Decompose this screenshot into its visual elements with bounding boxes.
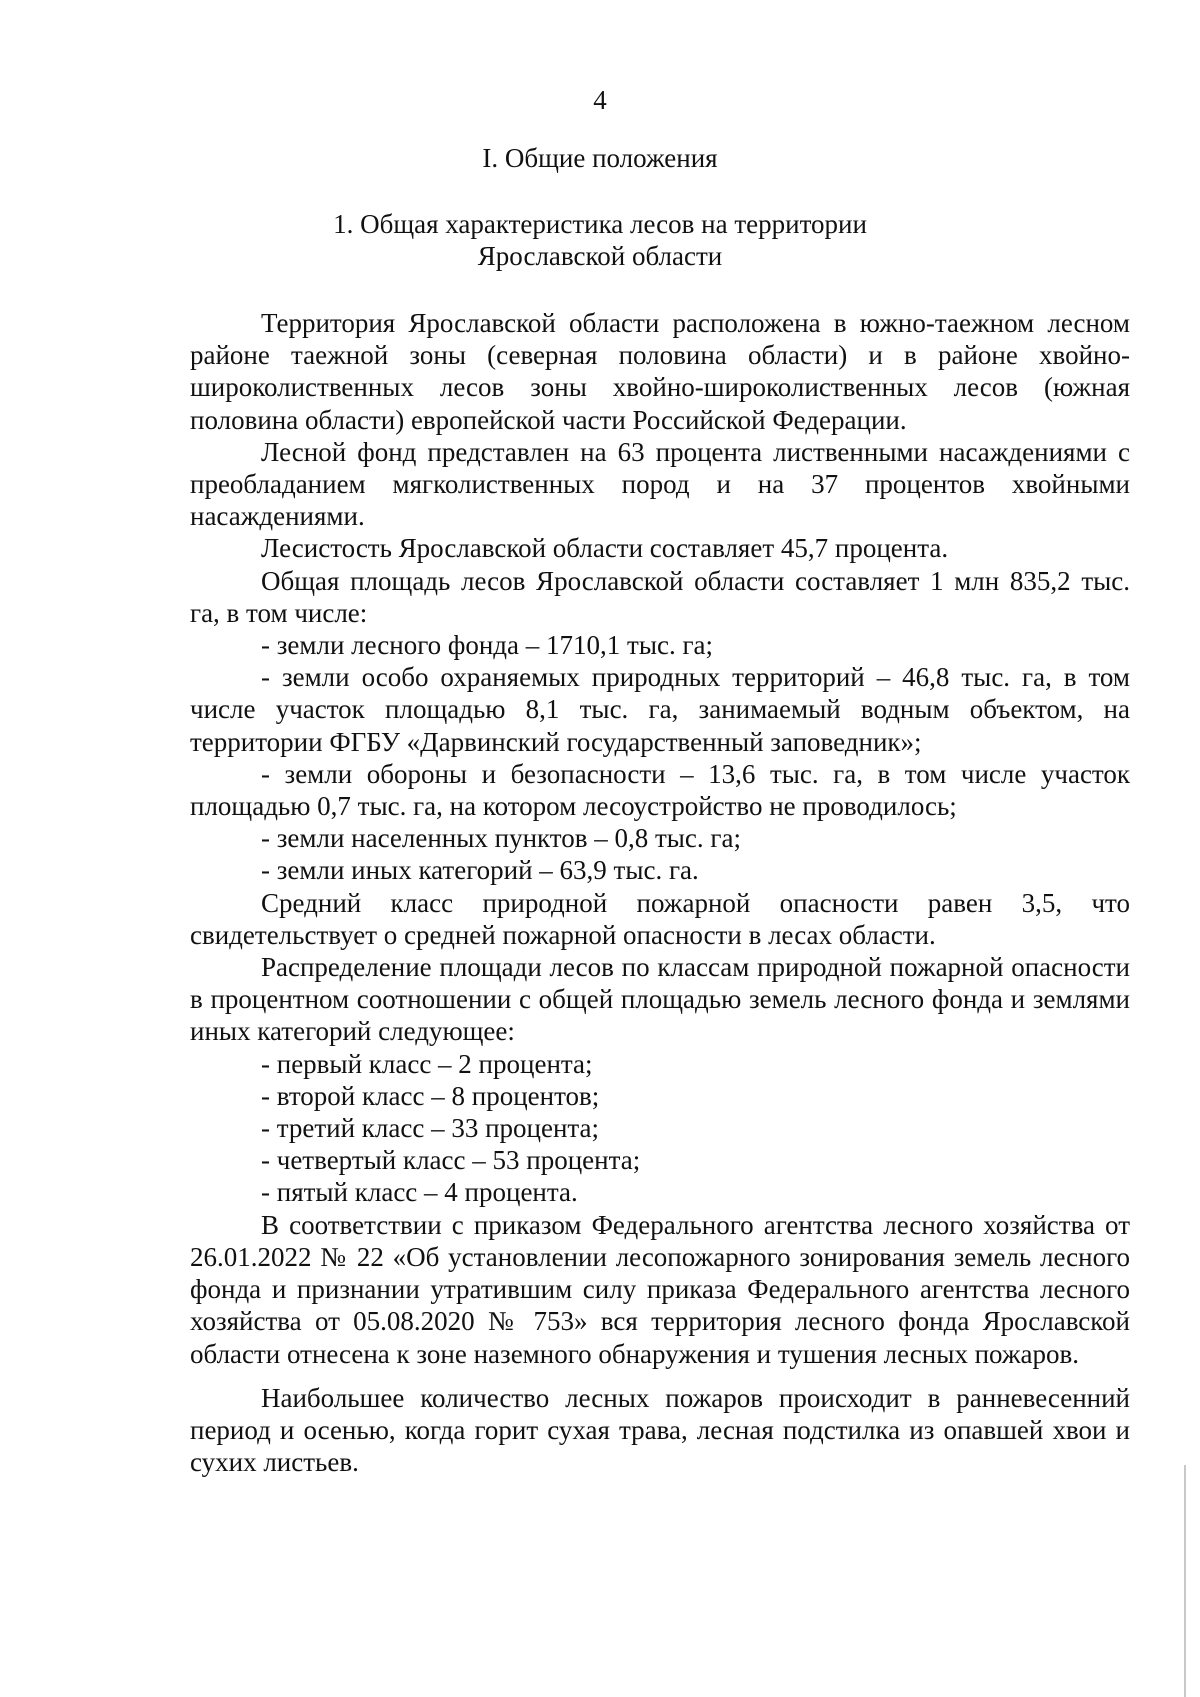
list-item: - четвертый класс – 53 процента;	[261, 1145, 641, 1176]
list-item: - земли иных категорий – 63,9 тыс. га.	[261, 855, 699, 886]
paragraph: Территория Ярославской области расположена в южно-таежном лесном районе таежной зоны (северная половина области) и в районе хвойно-широколиственных лесов зоны хвойно-широколиственных лесов (южная половина области) европейской части Российской Федерации.	[190, 308, 1130, 435]
list-item: - земли обороны и безопасности – 13,6 тыс. га, в том числе участок площадью 0,7 тыс. га, на котором лесоустройство не проводилось;	[190, 758, 1130, 822]
paragraph: Наибольшее количество лесных пожаров происходит в ранневесенний период и осенью, когда горит сухая трава, лесная подстилка из опавшей хвои и сухих листьев.	[190, 1382, 1130, 1478]
list-item: - пятый класс – 4 процента.	[261, 1177, 578, 1208]
paragraph: Лесистость Ярославской области составляет 45,7 процента.	[261, 533, 949, 564]
list-item: - земли особо охраняемых природных территорий – 46,8 тыс. га, в том числе участок площадью 8,1 тыс. га, занимаемый водным объектом, на территории ФГБУ «Дарвинский государственный заповедник»;	[190, 662, 1130, 757]
document-body	[190, 307, 1130, 1478]
paragraph: В соответствии с приказом Федерального агентства лесного хозяйства от 26.01.2022 № 22 «Об установлении лесопожарного зонирования земель лесного фонда и признании утратившим силу приказа Федерального агентства лесного хозяйства от 05.08.2020 № 753» вся территория лесного фонда Ярославской области отнесена к зоне наземного обнаружения и тушения лесных пожаров.	[190, 1209, 1130, 1369]
subsection-title-line-2: Ярославской области	[477, 241, 723, 271]
paragraph: Лесной фонд представлен на 63 процента лиственными насаждениями с преобладанием мягколиственных пород и на 37 процентов хвойными насаждениями.	[190, 436, 1130, 532]
subsection-title	[0, 208, 1200, 272]
list-item: - земли населенных пунктов – 0,8 тыс. га;	[261, 823, 741, 854]
paragraph: Распределение площади лесов по классам природной пожарной опасности в процентном соотношении с общей площадью земель лесного фонда и землями иных категорий следующее:	[190, 952, 1130, 1047]
section-title: I. Общие положения	[482, 143, 718, 173]
scan-edge-mark	[1184, 1465, 1186, 1697]
subsection-title-line-1: 1. Общая характеристика лесов на территории	[333, 209, 867, 239]
paragraph: Общая площадь лесов Ярославской области составляет 1 млн 835,2 тыс. га, в том числе:	[190, 565, 1130, 628]
list-item: - второй класс – 8 процентов;	[261, 1080, 600, 1111]
list-item: - первый класс – 2 процента;	[261, 1048, 593, 1079]
list-item: - земли лесного фонда – 1710,1 тыс. га;	[261, 630, 714, 661]
page-number: 4	[593, 85, 607, 115]
paragraph: Средний класс природной пожарной опасности равен 3,5, что свидетельствует о средней пожарной опасности в лесах области.	[190, 887, 1130, 950]
list-item: - третий класс – 33 процента;	[261, 1113, 600, 1144]
